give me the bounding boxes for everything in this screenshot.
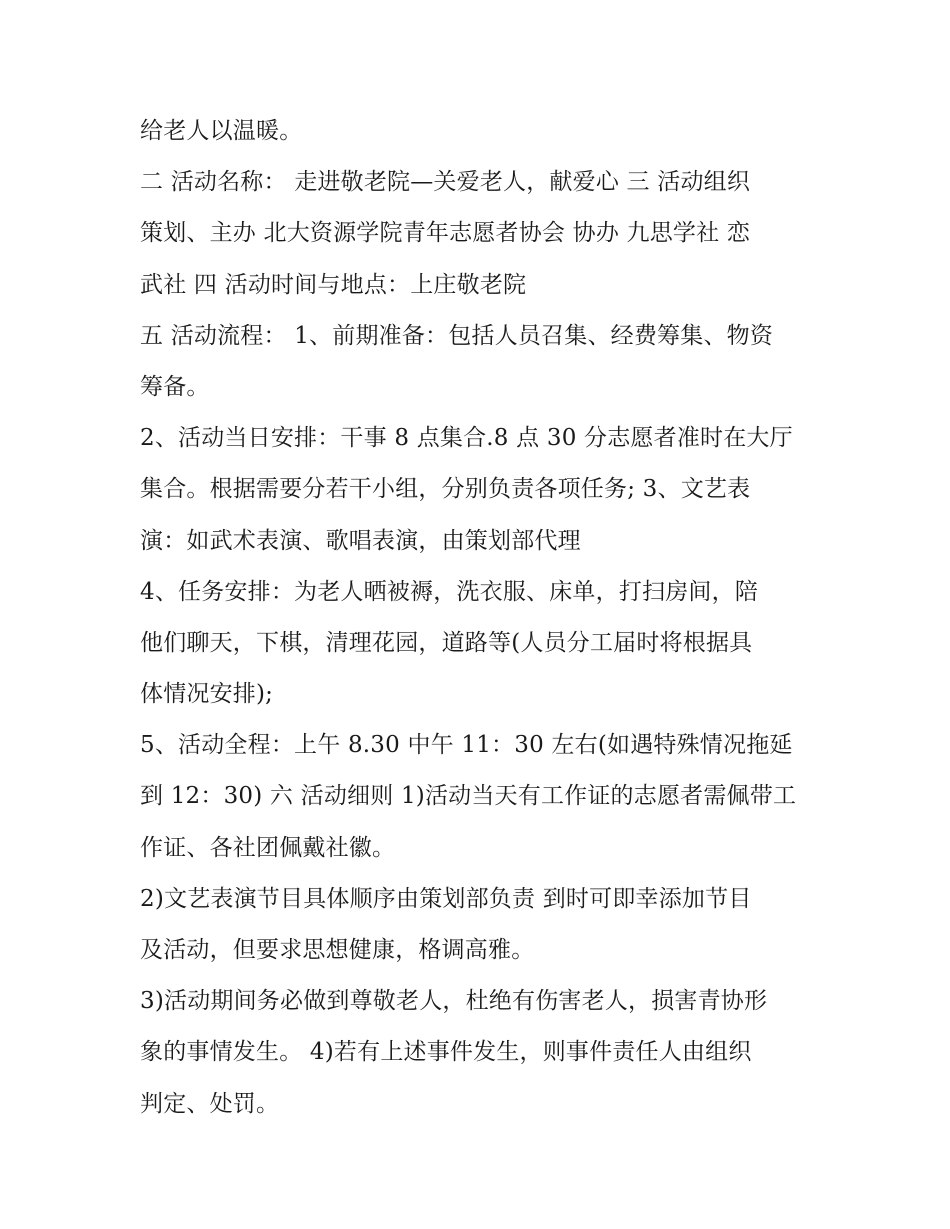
text-line: 作证、各社团佩戴社徽。 — [140, 834, 396, 861]
text-line: 二 活动名称： 走进敬老院—关爱老人，献爱心 三 活动组织 — [140, 169, 751, 196]
text-line: 判定、处罚。 — [140, 1090, 280, 1117]
text-line: 武社 四 活动时间与地点：上庄敬老院 — [140, 271, 527, 298]
text-line: 演：如武术表演、歌唱表演，由策划部代理 — [140, 527, 581, 554]
text-line: 4、任务安排：为老人晒被褥，洗衣服、床单，打扫房间，陪 — [140, 578, 759, 605]
text-line: 集合。根据需要分若干小组，分别负责各项任务; 3、文艺表 — [140, 476, 751, 503]
text-line: 到 12：30) 六 活动细则 1)活动当天有工作证的志愿者需佩带工 — [140, 783, 797, 810]
text-line: 2、活动当日安排：干事 8 点集合.8 点 30 分志愿者准时在大厅 — [140, 425, 793, 452]
text-line: 5、活动全程：上午 8.30 中午 11：30 左右(如遇特殊情况拖延 — [140, 732, 793, 759]
document-body — [140, 106, 820, 1130]
text-line: 给老人以温暖。 — [140, 118, 303, 144]
text-line: 五 活动流程： 1、前期准备：包括人员召集、经费筹集、物资 — [140, 322, 774, 349]
text-line: 体情况安排); — [140, 681, 274, 708]
text-line: 2)文艺表演节目具体顺序由策划部负责 到时可即幸添加节目 — [140, 885, 752, 912]
text-line: 筹备。 — [140, 373, 210, 400]
text-line: 策划、主办 北大资源学院青年志愿者协会 协办 九思学社 恋 — [140, 220, 751, 247]
text-line: 3)活动期间务必做到尊敬老人，杜绝有伤害老人，损害青协形 — [140, 988, 768, 1015]
text-line: 及活动，但要求思想健康，格调高雅。 — [140, 937, 535, 963]
text-line: 他们聊天，下棋，清理花园，道路等(人员分工届时将根据具 — [140, 629, 753, 656]
text-line: 象的事情发生。 4)若有上述事件发生，则事件责任人由组织 — [140, 1039, 752, 1066]
